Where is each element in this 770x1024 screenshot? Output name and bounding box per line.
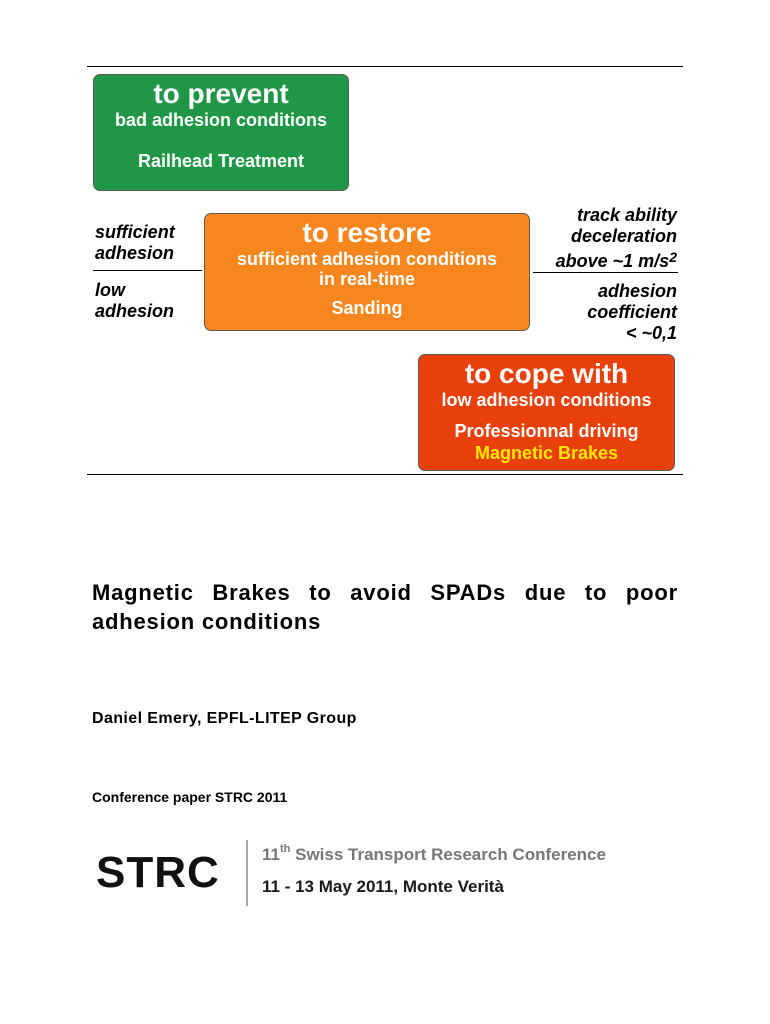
- restore-measure: Sanding: [331, 298, 403, 318]
- prevent-box: [93, 74, 349, 191]
- restore-heading: to restore: [302, 217, 432, 248]
- prevent-measure: Railhead Treatment: [137, 151, 305, 171]
- conference-name-line: [262, 843, 606, 865]
- track-exponent: 2: [669, 249, 677, 265]
- cope-subtitle: low adhesion conditions: [441, 390, 652, 410]
- track-line1: track ability: [576, 205, 677, 225]
- low-adhesion-label: [95, 280, 174, 322]
- track-ability-label: [556, 205, 677, 272]
- cope-measure-magnetic-brakes: Magnetic Brakes: [474, 443, 619, 463]
- sufficient-adhesion-label: [95, 222, 175, 264]
- restore-box: [204, 213, 530, 331]
- conference-dates: 11 - 13 May 2011, Monte Verità: [262, 877, 504, 896]
- coef-line3: < ~0,1: [625, 323, 677, 343]
- logo-divider: [246, 840, 248, 906]
- track-line3: [556, 247, 677, 272]
- paper-type: Conference paper STRC 2011: [92, 789, 288, 805]
- right-divider: [533, 272, 678, 273]
- diagram-top-rule: [87, 66, 683, 67]
- edition-number: 11: [262, 845, 280, 864]
- coef-line1: adhesion: [597, 281, 677, 301]
- low-line1: low: [95, 280, 125, 300]
- coef-line2: coefficient: [587, 302, 677, 322]
- paper-title: Magnetic Brakes to avoid SPADs due to poor adhesion conditions: [92, 580, 678, 634]
- prevent-heading: to prevent: [153, 78, 289, 109]
- low-line2: adhesion: [95, 301, 175, 321]
- restore-subtitle-line1: sufficient adhesion conditions: [236, 249, 497, 269]
- sufficient-line2: adhesion: [95, 243, 175, 263]
- conference-name: Swiss Transport Research Conference: [295, 845, 606, 864]
- cope-box: [418, 354, 675, 471]
- diagram-bottom-rule: [87, 474, 683, 475]
- sufficient-line1: sufficient: [95, 222, 175, 242]
- left-divider: [93, 270, 202, 271]
- cope-heading: to cope with: [464, 358, 629, 389]
- prevent-subtitle: bad adhesion conditions: [114, 110, 327, 130]
- restore-subtitle-line2: in real-time: [318, 269, 416, 289]
- track-line3-text: above ~1 m/s: [555, 251, 670, 271]
- track-line2: deceleration: [570, 226, 677, 246]
- paper-author: Daniel Emery, EPFL-LITEP Group: [92, 710, 357, 727]
- adhesion-coefficient-label: [587, 281, 677, 344]
- edition-suffix: th: [279, 843, 291, 855]
- cope-measure-driving: Professionnal driving: [454, 421, 639, 441]
- strc-logo-acronym: STRC: [96, 848, 220, 897]
